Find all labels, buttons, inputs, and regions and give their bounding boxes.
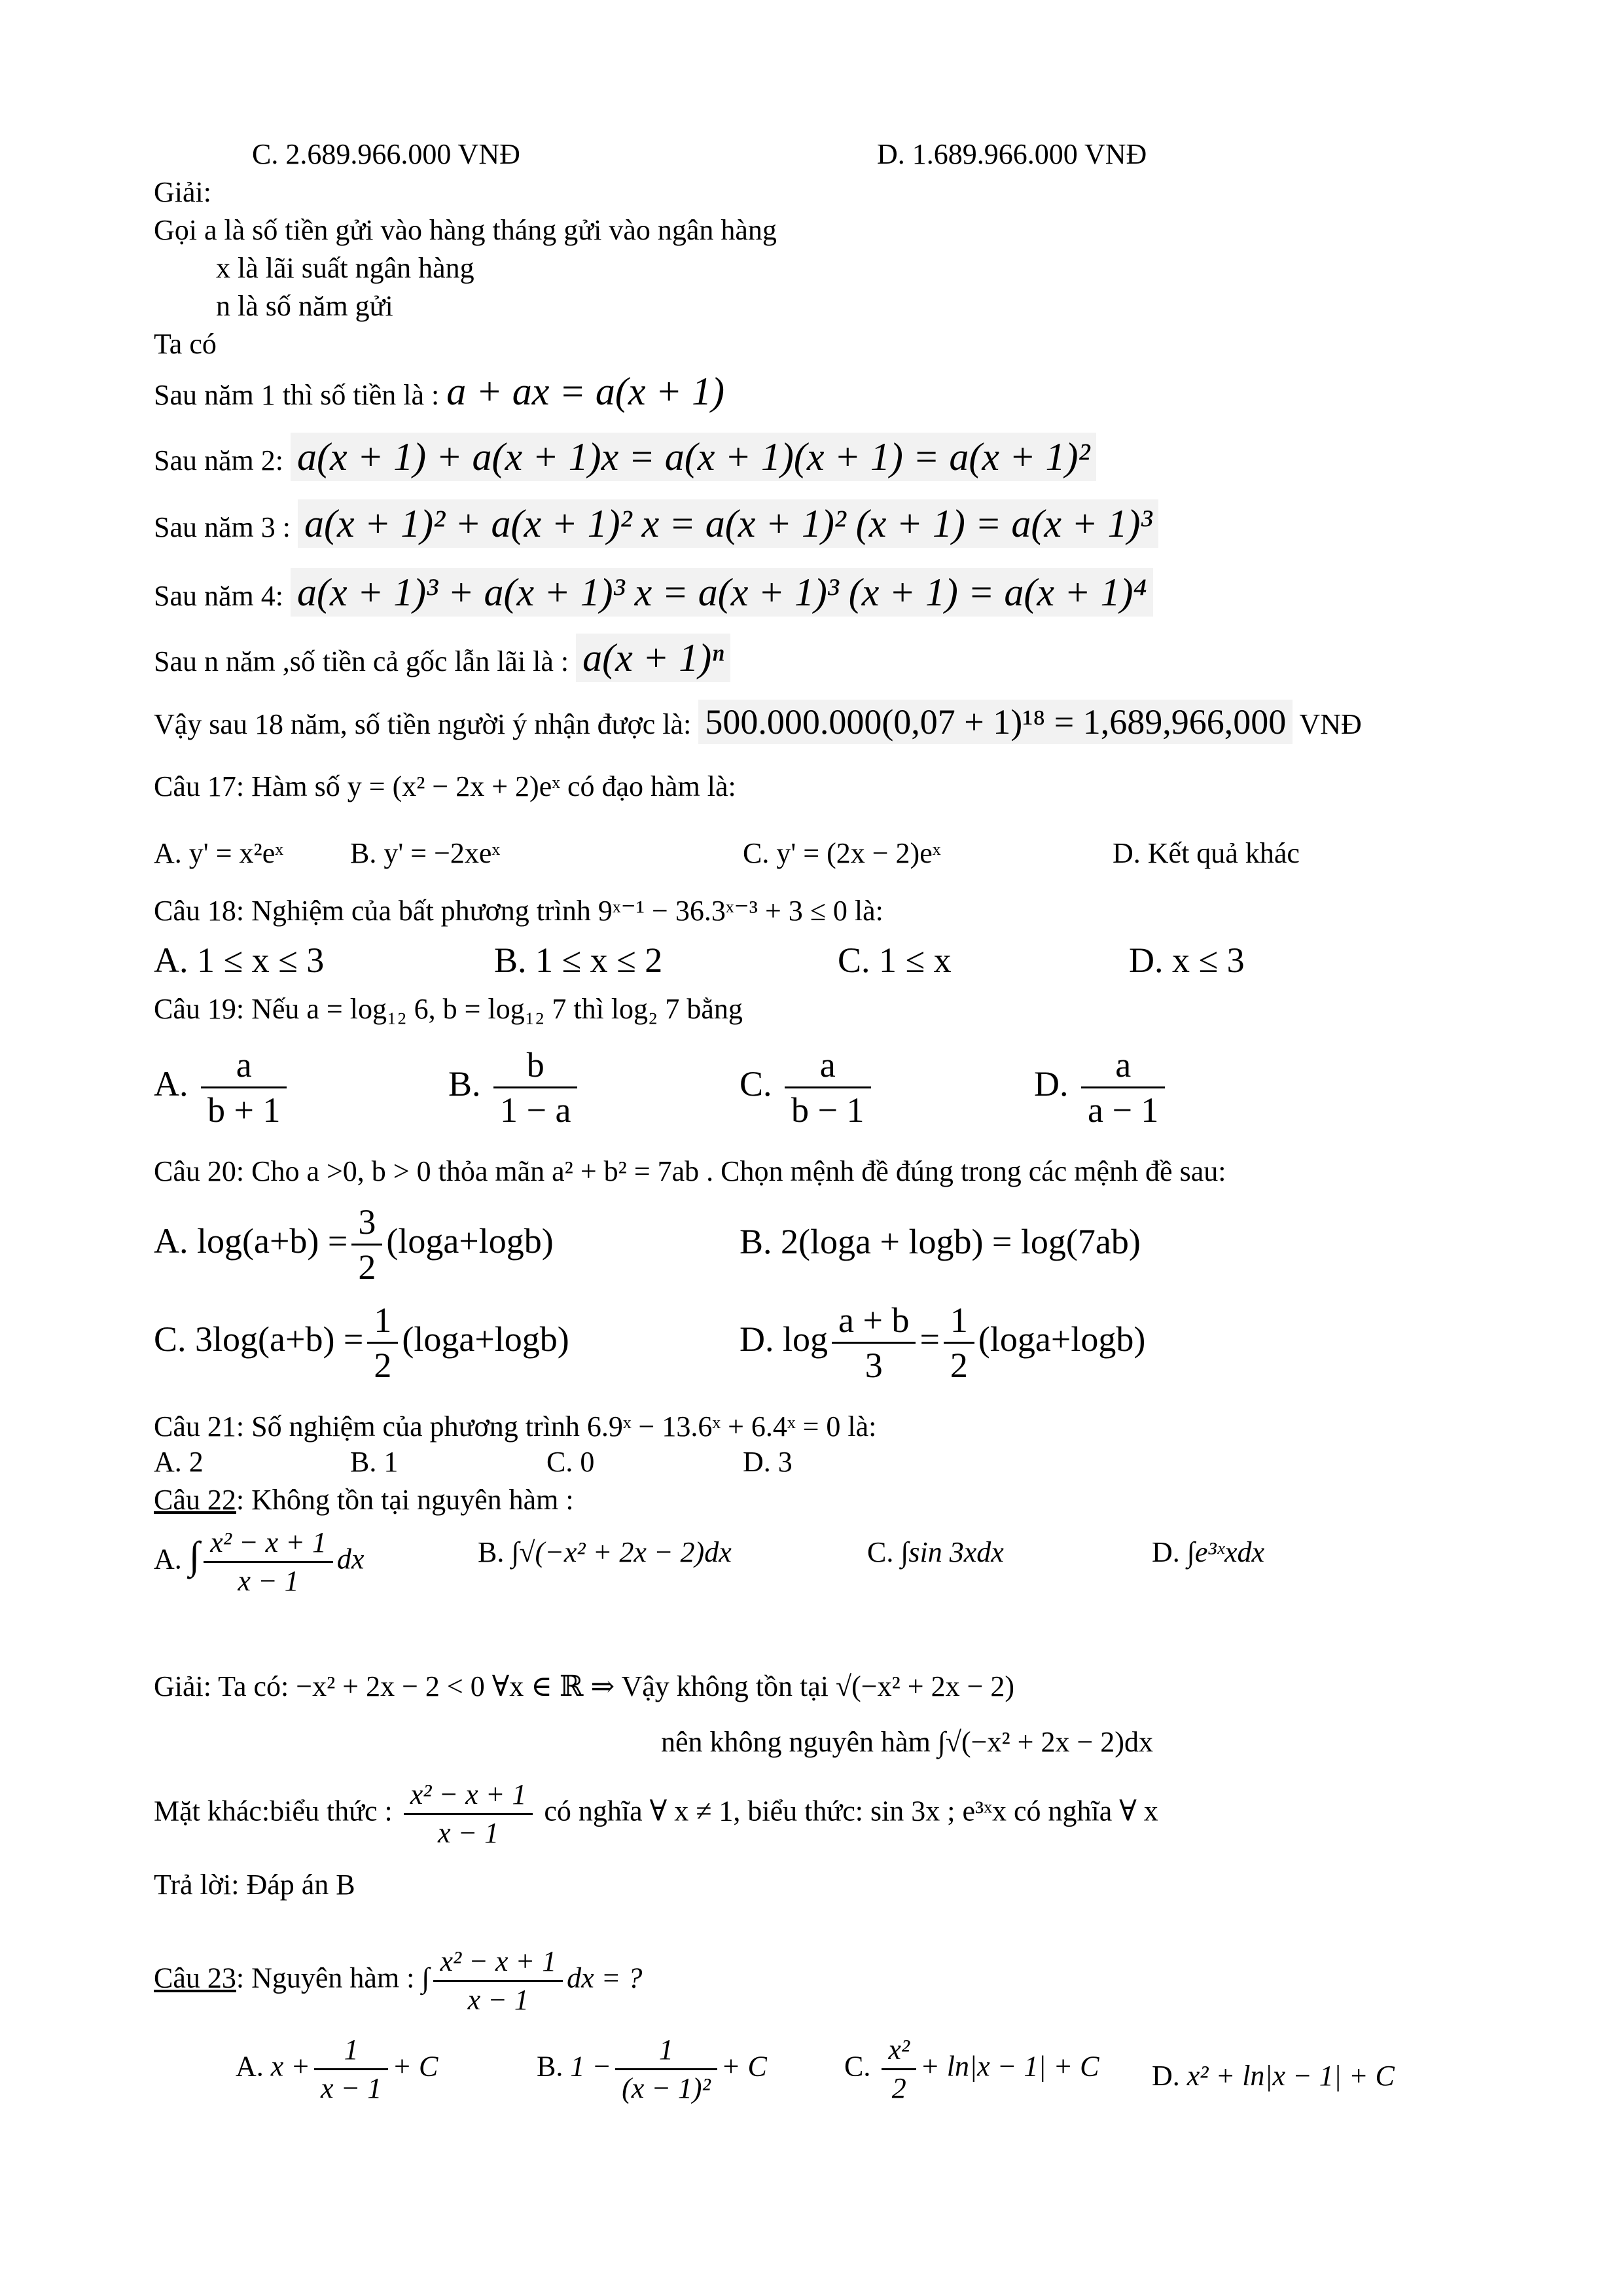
q22-b-label: B. xyxy=(478,1536,505,1568)
q20-d-pre: log xyxy=(783,1319,829,1359)
year1-expr: a + ax = a(x + 1) xyxy=(446,370,724,413)
final-line xyxy=(154,704,1362,740)
q22-solution-3 xyxy=(154,1780,1158,1848)
q18-option-a: A. 1 ≤ x ≤ 3 xyxy=(154,941,325,980)
q20-d-eq: = xyxy=(919,1319,940,1359)
q20-option-a xyxy=(154,1204,554,1285)
q23-option-d xyxy=(1152,2062,1395,2090)
q19-option-b xyxy=(448,1047,581,1128)
q22-c-expr: ∫sin 3xdx xyxy=(901,1536,1004,1568)
q23-c-num: x² xyxy=(882,2036,916,2070)
q20-d-num1: a + b xyxy=(832,1302,916,1344)
q23-stem-pre: : Nguyên hàm : ∫ xyxy=(236,1962,430,1994)
year4-line xyxy=(154,573,1153,612)
q18-option-d: D. x ≤ 3 xyxy=(1129,941,1245,980)
q22-solution-1: Giải: Ta có: −x² + 2x − 2 < 0 ∀x ∈ ℝ ⇒ Vậy không tồn tại √(−x² + 2x − 2) xyxy=(154,1670,1015,1702)
q20-a-label: A. xyxy=(154,1221,188,1261)
q21-option-a: A. 2 xyxy=(154,1446,204,1478)
q20-option-b xyxy=(740,1224,1141,1259)
q19-c-den: b − 1 xyxy=(791,1090,865,1130)
q20-a-num: 3 xyxy=(351,1204,382,1246)
q19-b-num: b xyxy=(493,1047,577,1088)
q23-option-b xyxy=(537,2036,767,2103)
q22-c-label: C. xyxy=(867,1536,894,1568)
q23-c-post: + ln|x − 1| + C xyxy=(920,2050,1099,2083)
q20-c-pre: 3log(a+b) = xyxy=(195,1319,364,1359)
q20-b-expr: 2(loga + logb) = log(7ab) xyxy=(781,1222,1141,1261)
q23-a-num: 1 xyxy=(314,2036,388,2070)
q23-b-pre: 1 − xyxy=(570,2050,612,2083)
q21-option-c: C. 0 xyxy=(546,1446,595,1478)
q17-option-d: D. Kết quả khác xyxy=(1113,837,1300,869)
q19-b-den: 1 − a xyxy=(500,1090,571,1130)
q18-option-b: B. 1 ≤ x ≤ 2 xyxy=(494,941,663,980)
q20-d-num2: 1 xyxy=(944,1302,974,1344)
q20-c-den: 2 xyxy=(374,1346,392,1385)
solution-heading: Giải: xyxy=(154,176,211,208)
year2-label: Sau năm 2: xyxy=(154,444,283,476)
q17-stem: Câu 17: Hàm số y = (x² − 2x + 2)eˣ có đạo hàm là: xyxy=(154,770,736,802)
q23-option-c xyxy=(844,2036,1099,2103)
solution-line-a: Gọi a là số tiền gửi vào hàng tháng gửi vào ngân hàng xyxy=(154,214,777,246)
year2-line xyxy=(154,437,1096,476)
year4-label: Sau năm 4: xyxy=(154,580,283,612)
q23-stem-line xyxy=(154,1947,642,2015)
q23-c-den: 2 xyxy=(891,2072,906,2104)
q17-option-c: C. y' = (2x − 2)eˣ xyxy=(743,837,941,869)
q22-stem-line xyxy=(154,1486,574,1515)
year3-expr: a(x + 1)² + a(x + 1)² x = a(x + 1)² (x + 1) = a(x + 1)³ xyxy=(298,499,1158,548)
solution-line-x: x là lãi suất ngân hàng xyxy=(216,252,474,284)
q19-d-label: D. xyxy=(1034,1064,1069,1103)
q20-option-d xyxy=(740,1302,1145,1383)
prev-option-d: D. 1.689.966.000 VNĐ xyxy=(877,138,1147,170)
q20-c-num: 1 xyxy=(367,1302,398,1344)
q19-stem: Câu 19: Nếu a = log₁₂ 6, b = log₁₂ 7 thì log₂ 7 bằng xyxy=(154,993,743,1025)
q18-stem: Câu 18: Nghiệm của bất phương trình 9ˣ⁻¹ − 36.3ˣ⁻³ + 3 ≤ 0 là: xyxy=(154,895,883,927)
q17-option-a: A. y' = x²eˣ xyxy=(154,837,283,869)
q20-d-post: (loga+logb) xyxy=(978,1319,1146,1359)
year3-line xyxy=(154,504,1158,543)
q20-a-den: 2 xyxy=(358,1247,376,1287)
q19-d-num: a xyxy=(1081,1047,1165,1088)
q22-stem: : Không tồn tại nguyên hàm : xyxy=(236,1484,574,1516)
q23-a-post: + C xyxy=(392,2050,438,2083)
q22-a-int: ∫ xyxy=(188,1534,200,1577)
q23-stem-num: x² − x + 1 xyxy=(433,1947,563,1982)
q22-option-b xyxy=(478,1538,732,1567)
yearn-label: Sau n năm ,số tiền cả gốc lẫn lãi là : xyxy=(154,645,569,677)
solution-taco: Ta có xyxy=(154,328,217,360)
q23-stem-post: dx = ? xyxy=(567,1962,643,1994)
q22-option-a xyxy=(154,1528,364,1596)
year1-line xyxy=(154,372,724,411)
q19-option-c xyxy=(740,1047,875,1128)
final-label: Vậy sau 18 năm, số tiền người ý nhận được là: xyxy=(154,708,692,740)
q19-a-label: A. xyxy=(154,1064,188,1103)
q22-answer: Trả lời: Đáp án B xyxy=(154,1869,355,1901)
q23-a-pre: x + xyxy=(270,2050,311,2083)
solution-line-n: n là số năm gửi xyxy=(216,290,393,322)
q23-c-label: C. xyxy=(844,2050,871,2083)
q19-d-den: a − 1 xyxy=(1088,1090,1159,1130)
q22-option-c xyxy=(867,1538,1004,1567)
q19-b-label: B. xyxy=(448,1064,481,1103)
q22-b-expr: ∫√(−x² + 2x − 2)dx xyxy=(511,1536,732,1568)
q23-a-den: x − 1 xyxy=(321,2072,382,2104)
q23-label: Câu 23 xyxy=(154,1962,236,1994)
q20-b-label: B. xyxy=(740,1222,772,1261)
q23-d-label: D. xyxy=(1152,2060,1180,2092)
prev-option-c: C. 2.689.966.000 VNĐ xyxy=(252,138,520,170)
q22-label: Câu 22 xyxy=(154,1484,236,1516)
q22-d-label: D. xyxy=(1152,1536,1180,1568)
q22-option-d xyxy=(1152,1538,1264,1567)
q23-b-label: B. xyxy=(537,2050,563,2083)
q23-d-expr: x² + ln|x − 1| + C xyxy=(1186,2060,1395,2092)
year1-label: Sau năm 1 thì số tiền là : xyxy=(154,379,440,411)
q20-d-den1: 3 xyxy=(865,1346,883,1385)
final-unit: VNĐ xyxy=(1299,708,1362,740)
q19-a-num: a xyxy=(201,1047,287,1088)
q22-a-num: x² − x + 1 xyxy=(204,1528,333,1563)
q20-a-post: (loga+logb) xyxy=(386,1221,554,1261)
q22-sol3-post: có nghĩa ∀ x ≠ 1, biểu thức: sin 3x ; e³ˣx có nghĩa ∀ x xyxy=(544,1795,1158,1827)
q23-option-a xyxy=(236,2036,438,2103)
q23-a-label: A. xyxy=(236,2050,264,2083)
q18-option-c: C. 1 ≤ x xyxy=(838,941,952,980)
yearn-expr: a(x + 1)ⁿ xyxy=(576,634,730,682)
q22-solution-2: nên không nguyên hàm ∫√(−x² + 2x − 2)dx xyxy=(661,1726,1153,1758)
q19-c-label: C. xyxy=(740,1064,772,1103)
q20-c-label: C. xyxy=(154,1319,187,1359)
q21-stem: Câu 21: Số nghiệm của phương trình 6.9ˣ − 13.6ˣ + 6.4ˣ = 0 là: xyxy=(154,1410,877,1443)
q22-a-den: x − 1 xyxy=(238,1565,299,1597)
q22-d-expr: ∫e³ˣxdx xyxy=(1186,1536,1265,1568)
q20-a-pre: log(a+b) = xyxy=(197,1221,348,1261)
q20-option-c xyxy=(154,1302,569,1383)
q22-sol3-pre: Mặt khác:biểu thức : xyxy=(154,1795,393,1827)
q23-b-num: 1 xyxy=(615,2036,717,2070)
q22-sol3-num: x² − x + 1 xyxy=(404,1780,533,1815)
q19-option-a xyxy=(154,1047,291,1128)
q19-option-d xyxy=(1034,1047,1169,1128)
q22-a-dx: dx xyxy=(336,1543,365,1575)
q20-d-label: D. xyxy=(740,1319,774,1359)
q23-b-den: (x − 1)² xyxy=(622,2072,711,2104)
q21-option-d: D. 3 xyxy=(743,1446,793,1478)
q22-sol3-den: x − 1 xyxy=(437,1817,499,1849)
yearn-line xyxy=(154,638,730,677)
q23-stem-den: x − 1 xyxy=(467,1984,529,2016)
year3-label: Sau năm 3 : xyxy=(154,511,291,543)
final-expr: 500.000.000(0,07 + 1)¹⁸ = 1,689,966,000 xyxy=(698,700,1293,744)
q20-c-post: (loga+logb) xyxy=(402,1319,569,1359)
q23-b-post: + C xyxy=(721,2050,767,2083)
q21-option-b: B. 1 xyxy=(350,1446,399,1478)
q22-a-label: A. xyxy=(154,1543,182,1575)
q20-stem: Câu 20: Cho a >0, b > 0 thỏa mãn a² + b² = 7ab . Chọn mệnh đề đúng trong các mệnh đề sau: xyxy=(154,1155,1226,1187)
year4-expr: a(x + 1)³ + a(x + 1)³ x = a(x + 1)³ (x + 1) = a(x + 1)⁴ xyxy=(291,568,1153,617)
q20-d-den2: 2 xyxy=(950,1346,968,1385)
year2-expr: a(x + 1) + a(x + 1)x = a(x + 1)(x + 1) = a(x + 1)² xyxy=(291,433,1096,481)
q19-a-den: b + 1 xyxy=(207,1090,281,1130)
q19-c-num: a xyxy=(785,1047,870,1088)
q17-option-b: B. y' = −2xeˣ xyxy=(350,837,501,869)
